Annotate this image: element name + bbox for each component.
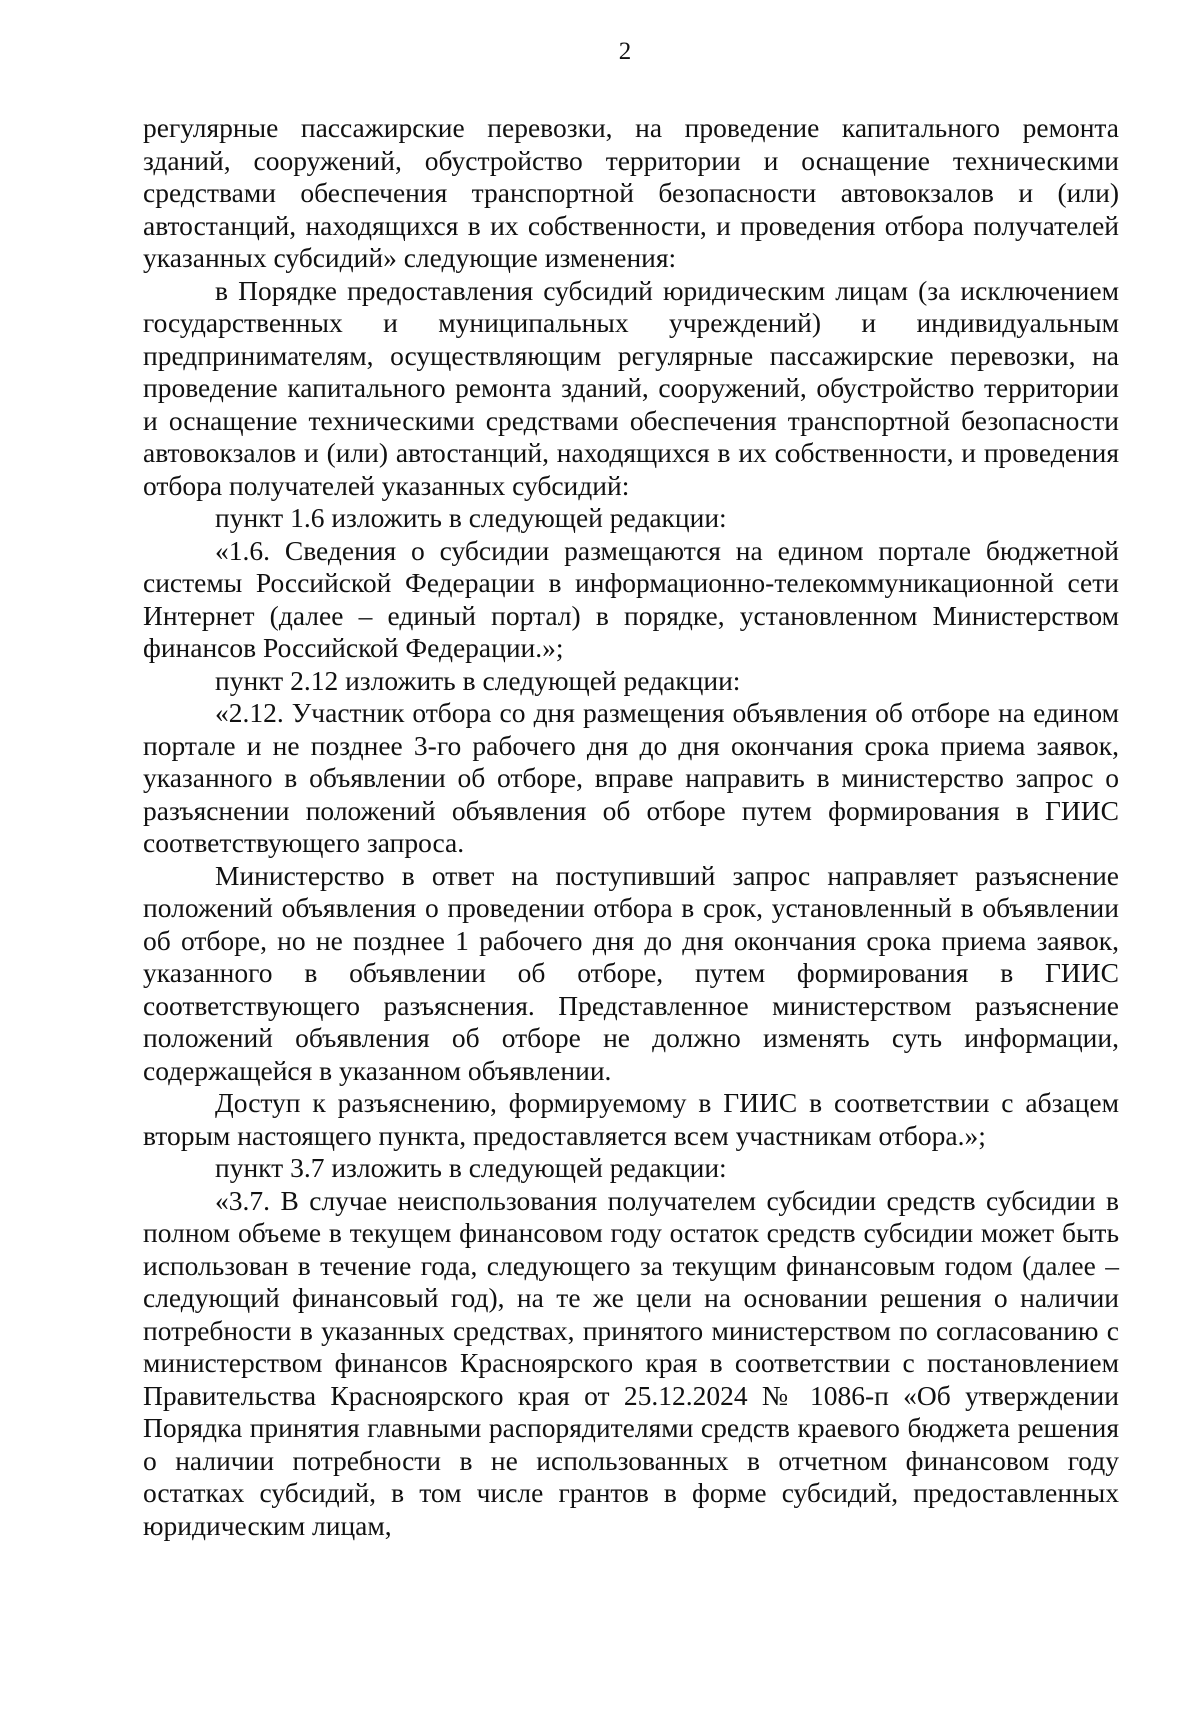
paragraph-ministry-response: Министерство в ответ на поступивший запрос направляет разъяснение положений объявления о проведении отбора в срок, установленный в объявлении об отборе, но не позднее 1 рабочего дня до дня окончания срока приема заявок, указанного в объявлении об отборе, путем формирования в ГИИС соответствующего разъяснения. Представленное министерством разъяснение положений объявления об отборе не должно изменять суть информации, содержащейся в указанном объявлении.	[143, 859, 1119, 1086]
paragraph-item-3-7-text: «3.7. В случае неиспользования получателем субсидии средств субсидии в полном объеме в текущем финансовом году остаток средств субсидии может быть использован в течение года, следующего за текущим финансовым годом (далее – следующий финансовый год), на те же цели на основании решения о наличии потребности в указанных средствах, принятого министерством по согласованию с министерством финансов Красноярского края в соответствии с постановлением Правительства Красноярского края от 25.12.2024 № 1086-п «Об утверждении Порядка принятия главными распорядителями средств краевого бюджета решения о наличии потребности в не использованных в отчетном финансовом году остатках субсидий, в том числе грантов в форме субсидий, предоставленных юридическим лицам,	[143, 1184, 1119, 1541]
page-number: 2	[618, 38, 632, 65]
paragraph-item-1-6-intro: пункт 1.6 изложить в следующей редакции:	[215, 502, 727, 533]
paragraph-item-1-6-text: «1.6. Сведения о субсидии размещаются на едином портале бюджетной системы Российской Федерации в информационно-телекоммуникационной сети Интернет (далее – единый портал) в порядке, установленном Министерством финансов Российской Федерации.»;	[143, 534, 1119, 663]
document-body	[143, 112, 1119, 1542]
paragraph-procedure: в Порядке предоставления субсидий юридическим лицам (за исключением государственных и муниципальных учреждений) и индивидуальным предпринимателям, осуществляющим регулярные пассажирские перевозки, на проведение капитального ремонта зданий, сооружений, обустройство территории и оснащение техническими средствами обеспечения транспортной безопасности автовокзалов и (или) автостанций, находящихся в их собственности, и проведения отбора получателей указанных субсидий:	[143, 274, 1119, 501]
paragraph-item-2-12-intro: пункт 2.12 изложить в следующей редакции:	[215, 664, 741, 696]
paragraph-item-3-7-intro: пункт 3.7 изложить в следующей редакции:	[215, 1152, 727, 1183]
paragraph-access: Доступ к разъяснению, формируемому в ГИИС в соответствии с абзацем вторым настоящего пункта, предоставляется всем участникам отбора.»;	[143, 1087, 1119, 1151]
paragraph-item-2-12-text: «2.12. Участник отбора со дня размещения объявления об отборе на едином портале и не позднее 3-го рабочего дня до дня окончания срока приема заявок, указанного в объявлении об отборе, вправе направить в министерство запрос о разъяснении положений объявления об отборе путем формирования в ГИИС соответствующего запроса.	[143, 697, 1119, 858]
paragraph-continuation: регулярные пассажирские перевозки, на проведение капитального ремонта зданий, сооружений, обустройство территории и оснащение техническими средствами обеспечения транспортной безопасности автовокзалов и (или) автостанций, находящихся в их собственности, и проведения отбора получателей указанных субсидий» следующие изменения:	[143, 112, 1119, 273]
